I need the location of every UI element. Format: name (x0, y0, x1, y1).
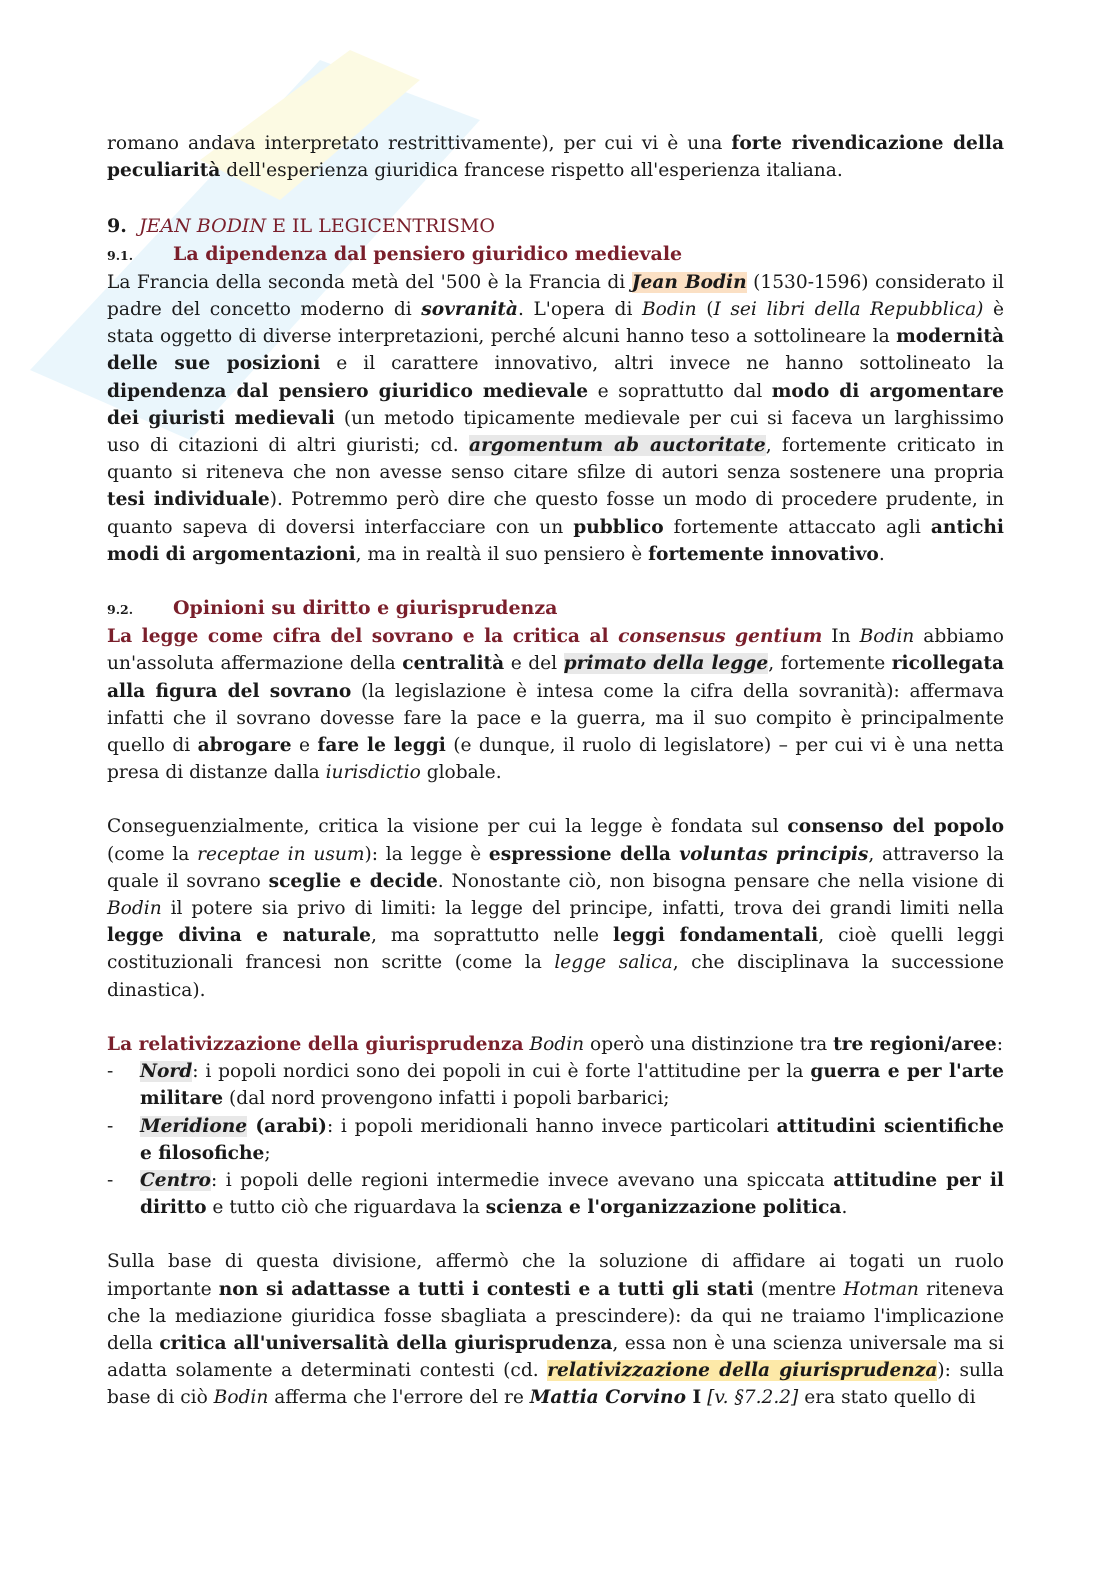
intro-paragraph (107, 130, 1004, 184)
subsection-heading (107, 241, 1004, 269)
bold-text: consenso del popolo (787, 816, 1004, 838)
italic-name: Bodin (529, 1033, 585, 1055)
bold-text: centralità (402, 653, 505, 675)
bold-text: modernità delle sue posizioni (107, 326, 1004, 375)
bold-text: (arabi) (247, 1115, 327, 1137)
text: Conseguenzialmente, critica la visione per cui la legge è fondata sul (107, 816, 788, 838)
subsection-heading (107, 595, 1004, 623)
text: : i popoli delle regioni intermedie invece avevano una spiccata (210, 1169, 834, 1191)
text: (e dunque, il ruolo di legislatore) – per cui vi è una netta presa di distanze dalla (107, 735, 1004, 784)
text: romano andava interpretato restrittivamente), per cui vi è una (107, 133, 732, 154)
text: ( (696, 299, 714, 321)
bold-text: I (685, 1387, 702, 1409)
text: dell'esperienza giuridica francese rispetto all'esperienza italiana. (220, 160, 843, 182)
text: (un metodo tipicamente medievale per cui si faceva un larghissimo uso di citazioni di altri giuristi; cd. (107, 407, 1004, 457)
text: (mentre (753, 1278, 844, 1300)
text: , essa non è una scienza universale ma si adatta solamente a determinati contesti (cd. (107, 1332, 1004, 1382)
text: ). Potremmo però dire che questo fosse un modo di procedere prudente, in quanto sapeva di doversi interfacciare con un (107, 489, 1004, 538)
text: . Nonostante ciò, non bisogna pensare che nella visione di (437, 870, 1004, 892)
text: , fortemente criticato in quanto si riteneva che non avesse senso citare sfilze di autori senza sostenere una propria (107, 435, 1004, 484)
text: . L'opera di (517, 299, 642, 321)
highlighted-term: relativizzazione della giurisprudenza (547, 1360, 938, 1382)
bold-text: non si adattasse a tutti i contesti e a tutti gli stati (218, 1278, 754, 1300)
bold-italic-term: voluntas principis (679, 843, 869, 865)
text: (dal nord provengono infatti i popoli barbarici; (223, 1088, 670, 1110)
text: , che disciplinava la successione dinastica). (107, 952, 1004, 1001)
text: operò una distinzione tra (584, 1033, 834, 1055)
highlighted-term: primato della legge (563, 653, 769, 675)
regions-list (107, 1058, 1004, 1221)
bold-text: forte rivendicazione della peculiarità (107, 133, 1005, 182)
bold-text: espressione della (488, 843, 680, 865)
list-item (107, 1167, 1004, 1221)
italic-title: I sei libri della Repubblica) (713, 299, 984, 321)
bold-text: scienza e l'organizzazione politica (485, 1197, 842, 1219)
bold-text: tre regioni/aree (833, 1033, 997, 1055)
text: : (996, 1033, 1003, 1055)
bold-text: dipendenza dal pensiero giuridico medievale (107, 380, 589, 402)
bold-text: fare le leggi (317, 735, 446, 757)
text: , cioè quelli leggi costituzionali francesi non scritte (come la (107, 925, 1005, 974)
bold-text: guerra e per l'arte militare (140, 1061, 1005, 1110)
text: , ma soprattutto nelle (371, 925, 614, 947)
italic-name: Bodin (641, 299, 697, 321)
text: abbiamo un'assoluta affermazione della (107, 626, 1004, 675)
bold-text: ricollegata alla figura del sovrano (107, 653, 1004, 702)
text: . (878, 543, 885, 565)
paragraph-9-1 (107, 269, 1004, 568)
subsection-number: 9.2. (107, 602, 134, 618)
paragraph-lead: La legge come cifra del sovrano e la critica al (107, 626, 619, 648)
section-title-italic: JEAN BODIN (138, 215, 267, 238)
italic-name: Hotman (843, 1278, 919, 1300)
text: ): la legge è (364, 843, 489, 865)
italic-name: Bodin (859, 626, 915, 648)
text: era stato quello di (798, 1387, 976, 1409)
text: , attraverso la quale il sovrano (107, 843, 1004, 892)
bold-text: sceglie e decide (268, 870, 438, 892)
text: In (822, 626, 860, 648)
bold-text: pubblico (573, 516, 664, 538)
text: : i popoli nordici sono dei popoli in cui è forte l'attitudine per la (192, 1061, 811, 1083)
bold-text: antichi modi di argomentazioni (107, 516, 1004, 565)
italic-name: Bodin (213, 1387, 269, 1409)
subsection-title: Opinioni su diritto e giurisprudenza (173, 597, 558, 620)
text: è stata oggetto di diverse interpretazioni, perché alcuni hanno teso a sottolineare la (107, 299, 1004, 348)
list-item (107, 1113, 1004, 1167)
italic-name: Bodin (107, 898, 162, 920)
section-number: 9. (107, 215, 127, 238)
text: e soprattutto dal (588, 380, 772, 402)
highlighted-name: Jean Bodin (631, 271, 747, 293)
paragraph-universalita (107, 1248, 1004, 1411)
subsection-title: La dipendenza dal pensiero giuridico medievale (173, 242, 683, 265)
section-heading (107, 213, 1004, 240)
bold-italic-name: Mattia Corvino (529, 1387, 686, 1409)
region-name: Meridione (140, 1115, 248, 1137)
text: e del (504, 653, 564, 675)
text: globale. (420, 762, 502, 784)
region-name: Centro (140, 1169, 211, 1191)
paragraph-legge-sovrano (107, 623, 1004, 786)
text: Sulla base di questa divisione, affermò che la soluzione di affidare ai togati un ruolo importante (107, 1251, 1004, 1300)
region-name: Nord (140, 1061, 193, 1083)
section-title: E IL LEGICENTRISMO (266, 215, 495, 238)
text: il potere sia privo di limiti: la legge del principe, infatti, trova dei grandi limiti nella (161, 898, 1004, 920)
text: ): sulla base di ciò (107, 1360, 1004, 1409)
bold-text: fortemente innovativo (648, 543, 879, 565)
text: e tutto ciò che riguardava la (206, 1197, 486, 1219)
text: fortemente attaccato agli (663, 516, 931, 538)
text: , fortemente (768, 653, 892, 675)
italic-term: iurisdictio (325, 762, 421, 784)
text: (la legislazione è intesa come la cifra della sovranità): affermava infatti che il sovrano dovesse fare la pace e la guerra, ma il suo compito è principalmente quello di (107, 680, 1004, 757)
bold-italic-term: sovranità (421, 299, 518, 321)
paragraph-relativizzazione (107, 1031, 1004, 1058)
bold-text: modo di argomentare dei giuristi medievali (107, 380, 1004, 429)
text: (come la (107, 843, 198, 865)
text: e il carattere innovativo, altri invece ne hanno sottolineato la (320, 353, 1004, 375)
text: ; (264, 1142, 271, 1164)
bold-text: attitudini scientifiche e filosofiche (140, 1115, 1004, 1164)
subsection-number: 9.1. (107, 247, 134, 263)
document-page (107, 130, 1004, 1412)
italic-term: legge salica (554, 952, 673, 974)
text: (1530-1596) considerato il padre del concetto moderno di (107, 271, 1005, 321)
italic-term: receptae in usum (197, 843, 365, 865)
bold-text: leggi fondamentali (613, 925, 819, 947)
bold-text: abrogare (197, 735, 292, 757)
paragraph-lead-italic: consensus gentium (618, 626, 823, 648)
text: : i popoli meridionali hanno invece particolari (326, 1115, 777, 1137)
paragraph-lead: La relativizzazione della giurisprudenza (107, 1033, 524, 1055)
text: afferma che l'errore del re (268, 1387, 530, 1409)
text: riteneva che la mediazione giuridica fosse sbagliata a prescindere): da qui ne traiamo l'implicazione della (107, 1278, 1004, 1354)
paragraph-consenso (107, 813, 1004, 1003)
text: e (291, 735, 318, 757)
bold-text: tesi individuale (107, 489, 270, 511)
text: . (841, 1197, 848, 1219)
cross-reference: [v. §7.2.2] (707, 1387, 799, 1409)
text: , ma in realtà il suo pensiero è (355, 543, 649, 565)
text: La Francia della seconda metà del '500 è la Francia di (107, 271, 632, 293)
bold-text: attitudine per il diritto (140, 1169, 1004, 1219)
list-item (107, 1058, 1004, 1112)
bold-text: critica all'universalità della giurisprudenza (159, 1332, 613, 1354)
bold-text: legge divina e naturale (107, 925, 372, 947)
highlighted-term: argomentum ab auctoritate (469, 435, 766, 457)
